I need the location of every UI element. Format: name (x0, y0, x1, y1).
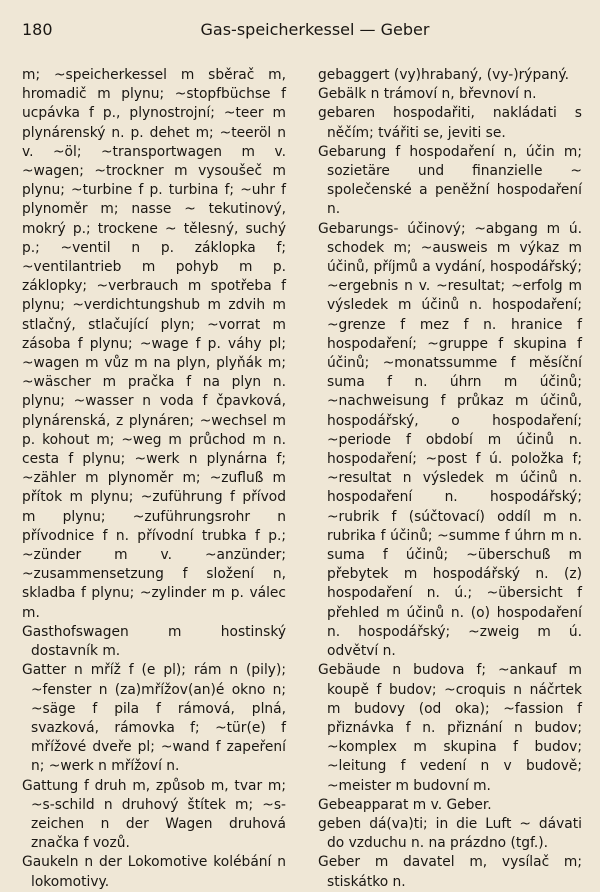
right-column (318, 66, 582, 892)
dictionary-entry: Gattung f druh m, způsob m, tvar m; ~s-schild n druhový štítek m; ~s-zeichen n der Wagen druhová značka f vozů. (22, 777, 286, 852)
dictionary-entry: Gebeapparat m v. Geber. (318, 796, 492, 813)
dictionary-entry: Geber m davatel m, vysílač m; stiskátko n. (318, 854, 582, 890)
page-header (22, 20, 578, 44)
dictionary-entry: Gasthofswagen m hostinský dostavník m. (22, 623, 286, 660)
running-head: Gas-speicherkessel — Geber (200, 20, 430, 39)
dictionary-entry: m; ~speicherkessel m sběrač m, hromadič m plynu; ~stopfbüchse f ucpávka f p., plynostrojní; ~teer m plynárenský n. p. dehet m; ~teeröl n v. ~öl; ~transportwagen m v. ~wagen; ~trockner m vysoušeč m plynu; ~turbine f p. turbina f; ~uhr f plynoměr m; nasse ~ tekutinový, mokrý p.; trockene ~ tělesný, suchý p.; ~ventil n p. záklopka f; ~ventilantrieb m pohyb m p. záklopky; ~verbrauch m spotřeba f plynu; ~verdichtungshub m zdvih m stlačný, stlačující plyn; ~vorrat m zásoba f plynu; ~wage f p. váhy pl; ~wagen m vůz m na plyn, plyňák m; ~wäscher m pračka f na plyn n. plynu; ~wasser n voda f čpavková, plynárenská, z plynáren; ~wechsel m p. kohout m; ~weg m průchod m n. cesta f plynu; ~werk n plynárna f; ~zähler m plynoměr m; ~zufluß m přítok m plynu; ~zuführung f přívod m plynu; ~zuführungsrohr n přívodnice f n. přívodní trubka f p.; ~zünder m v. ~anzünder; ~zusammensetzung f složení n, skladba f plynu; ~zylinder m p. válec m. (22, 67, 286, 621)
dictionary-entry: Gebarung f hospodaření n, účin m; sozietäre und finanzielle ~ společenské a peněžní hospodaření n. (318, 143, 582, 218)
page-number: 180 (22, 20, 53, 39)
dictionary-entry: Gaukeln n der Lokomotive kolébání n lokomotivy. (22, 854, 286, 890)
dictionary-entry: Gatter n mříž f (e pl); rám n (pily); ~fenster n (za)mřížov(an)é okno n; ~säge f pila f rámová, plná, svazková, rámovka f; ~tür(e) f mřížové dveře pl; ~wand f zapeření n; ~werk n mřížoví n. (22, 662, 286, 775)
dictionary-entry: gebaren hospodařiti, nakládati s něčím; tvářiti se, jeviti se. (318, 105, 582, 141)
dictionary-entry: geben dá(va)ti; in die Luft ~ dávati do vzduchu n. na prázdno (tgf.). (318, 815, 582, 852)
dictionary-entry: gebaggert (vy)hrabaný, (vy-)rýpaný. (318, 67, 569, 83)
dictionary-entry: Gebäude n budova f; ~ankauf m koupě f budov; ~croquis n náčrtek m budovy (od oka); ~fassion f přiznávka f n. přiznání n budov; ~komplex m skupina f budov; ~leitung f vedení n v budově; ~meister m budovní m. (318, 662, 582, 794)
left-column (22, 66, 286, 892)
dictionary-entry: Gebarungs- účinový; ~abgang m ú. schodek m; ~ausweis m výkaz m účinů, příjmů a vydání, hospodářský; ~ergebnis n v. ~resultat; ~erfolg m výsledek m účinů n. hospodaření; ~grenze f mez f n. hranice f hospodaření; ~gruppe f skupina f účinů; ~monatssumme f měsíční suma f n. úhrn m účinů; ~nachweisung f průkaz m účinů, hospodářský, o hospodaření; ~periode f období m účinů n. hospodaření; ~post f ú. položka f; ~resultat n výsledek m účinů n. hospodaření n. hospodářský; ~rubrik f (súčtovací) oddíl m n. rubrika f účinů; ~summe f úhrn m n. suma f účinů; ~überschuß m přebytek m hospodářský n. (z) hospodaření n. ú.; ~übersicht f přehled m účinů n. (o) hospodaření n. hospodářský; ~zweig m ú. odvětví n. (318, 220, 582, 660)
dictionary-entry: Gebälk n trámoví n, břevnoví n. (318, 86, 537, 103)
